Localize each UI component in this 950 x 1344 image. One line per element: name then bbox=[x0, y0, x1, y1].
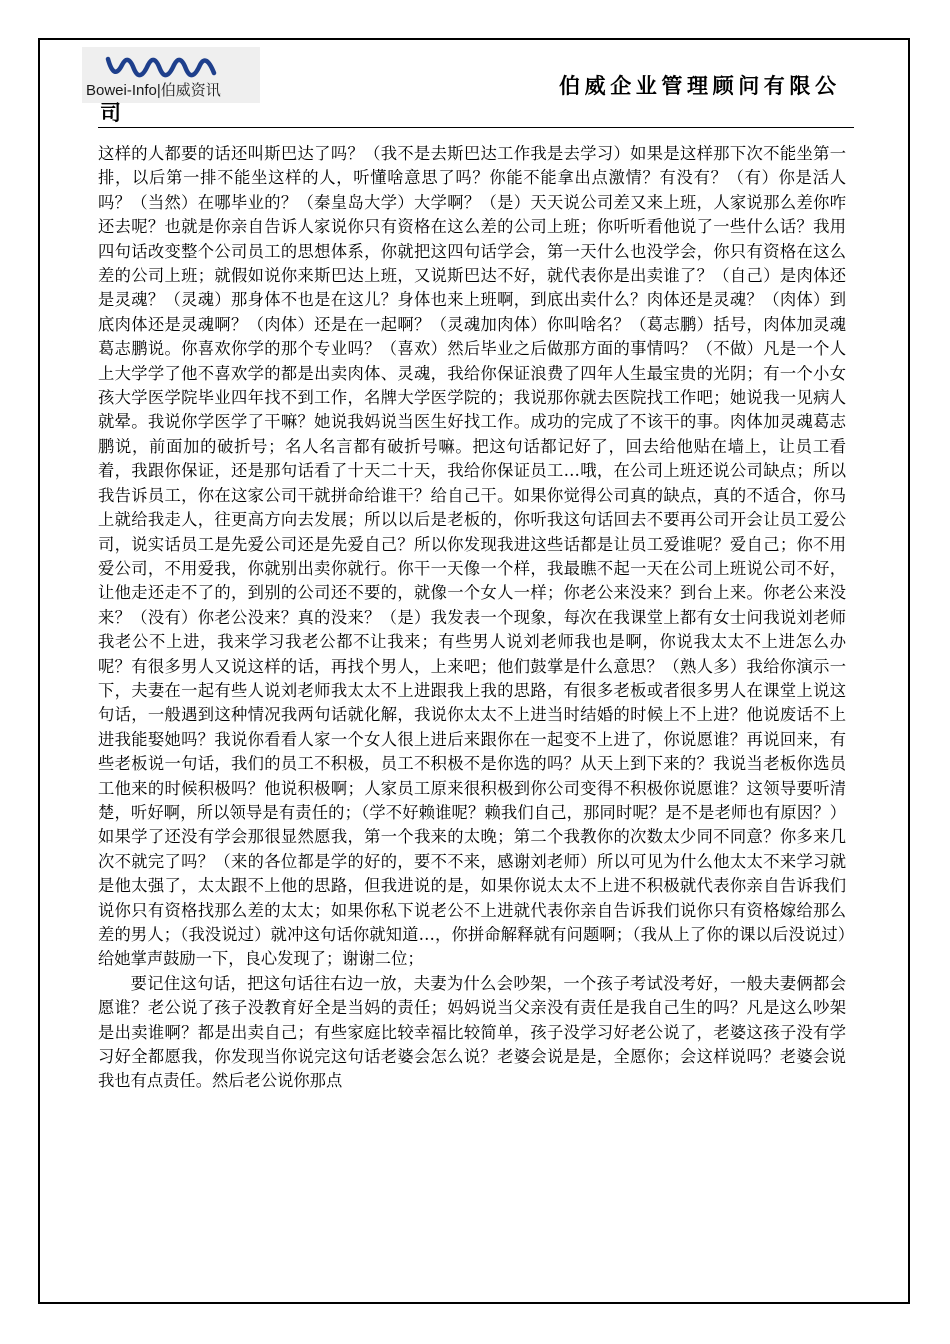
logo-text: Bowei-Info|伯威资讯 bbox=[86, 82, 221, 99]
header-rule bbox=[98, 127, 854, 128]
paragraph: 这样的人都要的话还叫斯巴达了吗？（我不是去斯巴达工作我是去学习）如果是这样那下次不能坐第一排，以后第一排不能坐这样的人，听懂啥意思了吗？你能不能拿出点激情？有没有？（有）你是活人吗？（当然）在哪毕业的？（秦皇岛大学）大学啊？（是）天天说公司差又来上班，人家说那么差你咋还去呢？也就是你亲自告诉人家说你只有资格在这么差的公司上班；你听听看他说了一些什么话？我用四句话改变整个公司员工的思想体系，你就把这四句话学会，第一天什么也没学会，你只有资格在这么差的公司上班；就假如说你来斯巴达上班，又说斯巴达不好，就代表你是出卖谁了？（自己）是肉体还是灵魂？（灵魂）那身体不也是在这儿？身体也来上班啊，到底出卖什么？肉体还是灵魂？（肉体）到底肉体还是灵魂啊？（肉体）还是在一起啊？（灵魂加肉体）你叫啥名？（葛志鹏）括号，肉体加灵魂葛志鹏说。你喜欢你学的那个专业吗？（喜欢）然后毕业之后做那方面的事情吗？（不做）凡是一个人上大学学了他不喜欢学的都是出卖肉体、灵魂，我给你保证浪费了四年人生最宝贵的光阴；有一个小女孩大学医学院毕业四年找不到工作，名牌大学医学院的；我说那你就去医院找工作吧；她说我一见病人就晕。我说你学医学了干嘛？她说我妈说当医生好找工作。成功的完成了不该干的事。肉体加灵魂葛志鹏说，前面加的破折号；名人名言都有破折号嘛。把这句话都记好了，回去给他贴在墙上，让员工看着，我跟你保证，还是那句话看了十天二十天，我给你保证员工…哦，在公司上班还说公司缺点；所以我告诉员工，你在这家公司干就拼命给谁干？给自己干。如果你觉得公司真的缺点，真的不适合，你马上就给我走人，往更高方向去发展；所以以后是老板的，你听我这句话回去不要再公司开会让员工爱公司，说实话员工是先爱公司还是先爱自己？所以你发现我进这些话都是让员工爱谁呢？爱自己；你不用爱公司，不用爱我，你就别出卖你就行。你干一天像一个样，我最瞧不起一天在公司上班说公司不好，让他走还走不了的，到别的公司还不要的，就像一个女人一样；你老公来没来？到台上来。你老公来没来？（没有）你老公没来？真的没来？（是）我发表一个现象，每次在我课堂上都有女士问我说刘老师我老公不上进，我来学习我老公都不让我来；有些男人说刘老师我也是啊，你说我太太不上进怎么办呢？有很多男人又说这样的话，再找个男人，上来吧；他们鼓掌是什么意思？（熟人多）我给你演示一下，夫妻在一起有些人说刘老师我太太不上进跟我上我的思路，有很多老板或者很多男人在课堂上说这句话，一般遇到这种情况我两句话就化解，我说你太太不上进当时结婚的时候上不上进？他说废话不上进我能娶她吗？我说你看看人家一个女人很上进后来跟你在一起变不上进了，你说愿谁？再说回来，有些老板说一句话，我们的员工不积极，员工不积极不是你选的吗？从天上到下来的？我说当老板你选员工他来的时候积极吗？他说积极啊；人家员工原来很积极到你公司变得不积极你说愿谁？这领导要听清楚，听好啊，所以领导是有责任的；（学不好赖谁呢？赖我们自己，那同时呢？是不是老师也有原因？）如果学了还没有学会那很显然愿我，第一个我来的太晚；第二个我教你的次数太少同不同意？你多来几次不就完了吗？（来的各位都是学的好的，要不不来，感谢刘老师）所以可见为什么他太太不来学习就是他太强了，太太跟不上他的思路，但我进说的是，如果你说太太不上进不积极就代表你亲自告诉我们说你只有资格找那么差的太太；如果你私下说老公不上进就代表你亲自告诉我们说你只有资格嫁给那么差的男人；（我没说过）就冲这句话你就知道…，你拼命解释就有问题啊；（我从上了你的课以后没说过）给她掌声鼓励一下，良心发现了；谢谢二位； bbox=[98, 144, 846, 969]
document-body bbox=[98, 142, 846, 1094]
bowei-logo bbox=[82, 47, 260, 103]
company-name-wrap: 司 bbox=[100, 101, 121, 125]
company-name: 伯威企业管理顾问有限公 bbox=[559, 74, 841, 98]
paragraph: 要记住这句话，把这句话往右边一放，夫妻为什么会吵架，一个孩子考试没考好，一般夫妻俩都会愿谁？老公说了孩子没教育好全是当妈的责任；妈妈说当父亲没有责任是我自己生的吗？凡是这么吵架是出卖谁啊？都是出卖自己；有些家庭比较幸福比较简单，孩子没学习好老公说了，老婆这孩子没有学习好全都愿我，你发现当你说完这句话老婆会怎么说？老婆会说是是，全愿你；会这样说吗？老婆会说我也有点责任。然后老公说你那点 bbox=[98, 973, 846, 1091]
